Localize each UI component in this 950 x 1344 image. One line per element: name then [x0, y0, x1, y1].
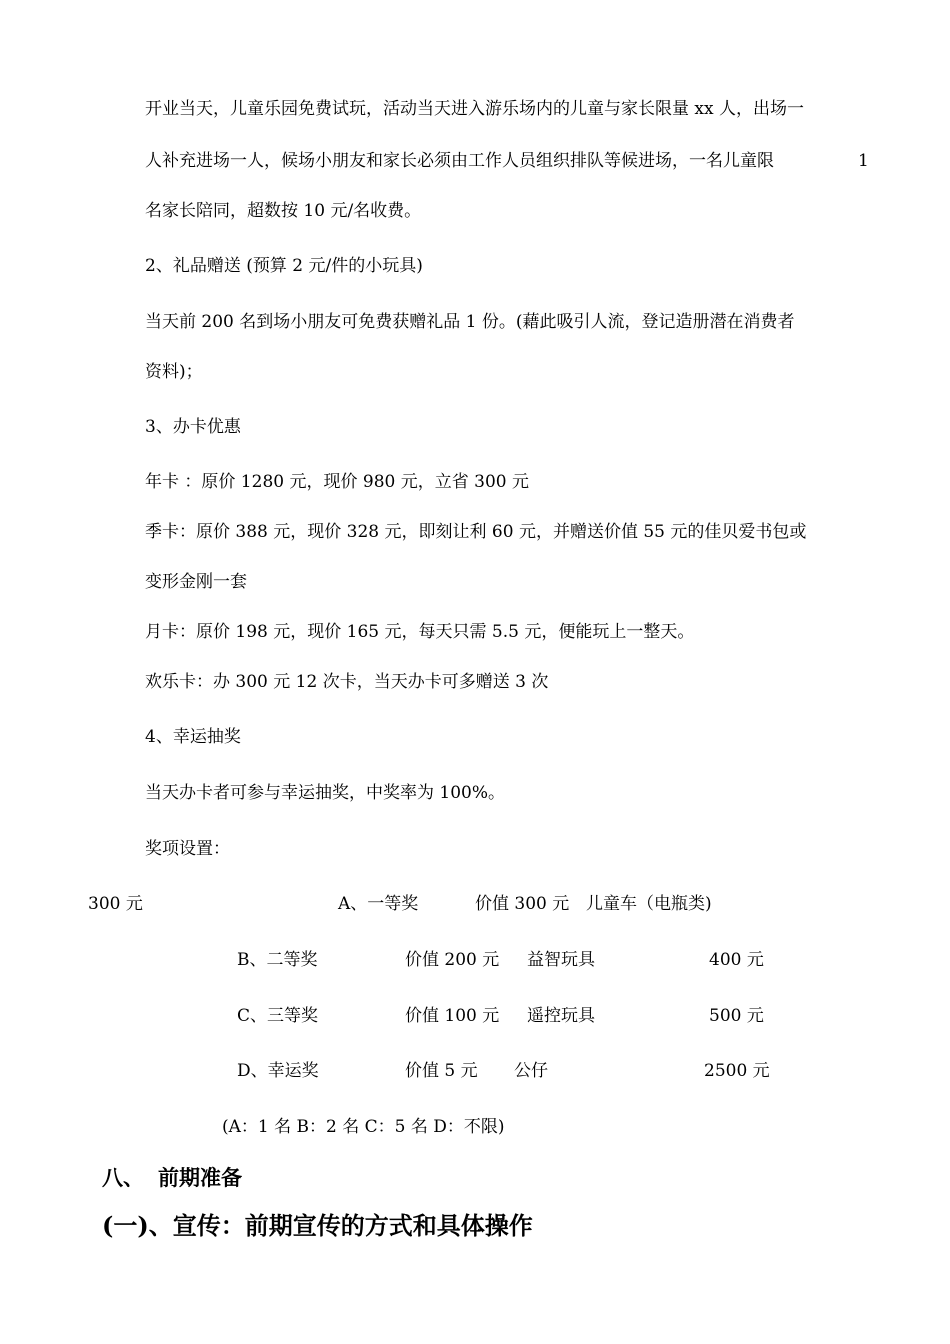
prize-level: D、幸运奖 — [237, 1061, 319, 1081]
prize-total: 400 元 — [709, 950, 764, 970]
prize-level: A、一等奖 — [338, 894, 419, 914]
card-happy-line: 欢乐卡：办 300 元 12 次卡，当天办卡可多赠送 3 次 — [145, 672, 549, 692]
paragraph-line-number: 1 — [858, 151, 869, 171]
paragraph-line: 名家长陪同，超数按 10 元/名收费。 — [145, 201, 422, 221]
prize-setting-label: 奖项设置： — [145, 839, 230, 859]
prize-counts: (A：1 名 B：2 名 C：5 名 D：不限) — [222, 1117, 505, 1137]
section-heading-gift: 2、礼品赠送 (预算 2 元/件的小玩具) — [145, 256, 423, 276]
card-season-line: 季卡：原价 388 元，现价 328 元，即刻让利 60 元，并赠送价值 55 元的佳贝爱书包或 — [145, 522, 807, 542]
paragraph-line: 资料)； — [145, 362, 203, 382]
prize-value: 价值 200 元 — [405, 950, 500, 970]
prize-item: 益智玩具 — [527, 950, 595, 970]
prize-item: 儿童车（电瓶类) — [586, 894, 712, 914]
paragraph-line: 当天办卡者可参与幸运抽奖，中奖率为 100%。 — [145, 783, 506, 803]
card-season-line: 变形金刚一套 — [145, 572, 247, 592]
section-heading-lottery: 4、幸运抽奖 — [145, 727, 241, 747]
prize-total: 500 元 — [709, 1006, 764, 1026]
prize-value: 价值 100 元 — [405, 1006, 500, 1026]
paragraph-line: 人补充进场一人，候场小朋友和家长必须由工作人员组织排队等候进场，一名儿童限 — [145, 151, 774, 171]
card-year-line: 年卡 ：原价 1280 元，现价 980 元，立省 300 元 — [145, 472, 529, 492]
paragraph-line: 当天前 200 名到场小朋友可免费获赠礼品 1 份。(藉此吸引人流，登记造册潜在消费者 — [145, 312, 795, 332]
paragraph-line: 开业当天，儿童乐园免费试玩，活动当天进入游乐场内的儿童与家长限量 xx 人，出场一 — [145, 99, 804, 119]
prize-value: 价值 5 元 — [405, 1061, 478, 1081]
section-number: 八、 — [102, 1165, 144, 1190]
prize-level: C、三等奖 — [237, 1006, 319, 1026]
prize-item: 遥控玩具 — [527, 1006, 595, 1026]
subsection-title: (一)、宣传：前期宣传的方式和具体操作 — [102, 1211, 533, 1240]
section-heading-card: 3、办卡优惠 — [145, 417, 241, 437]
section-title: 前期准备 — [158, 1165, 242, 1190]
prize-total: 2500 元 — [704, 1061, 770, 1081]
prize-item: 公仔 — [514, 1061, 548, 1081]
prize-value: 价值 300 元 — [475, 894, 570, 914]
prize-total: 300 元 — [88, 894, 143, 914]
card-month-line: 月卡：原价 198 元，现价 165 元，每天只需 5.5 元，便能玩上一整天。 — [145, 622, 695, 642]
prize-level: B、二等奖 — [237, 950, 318, 970]
